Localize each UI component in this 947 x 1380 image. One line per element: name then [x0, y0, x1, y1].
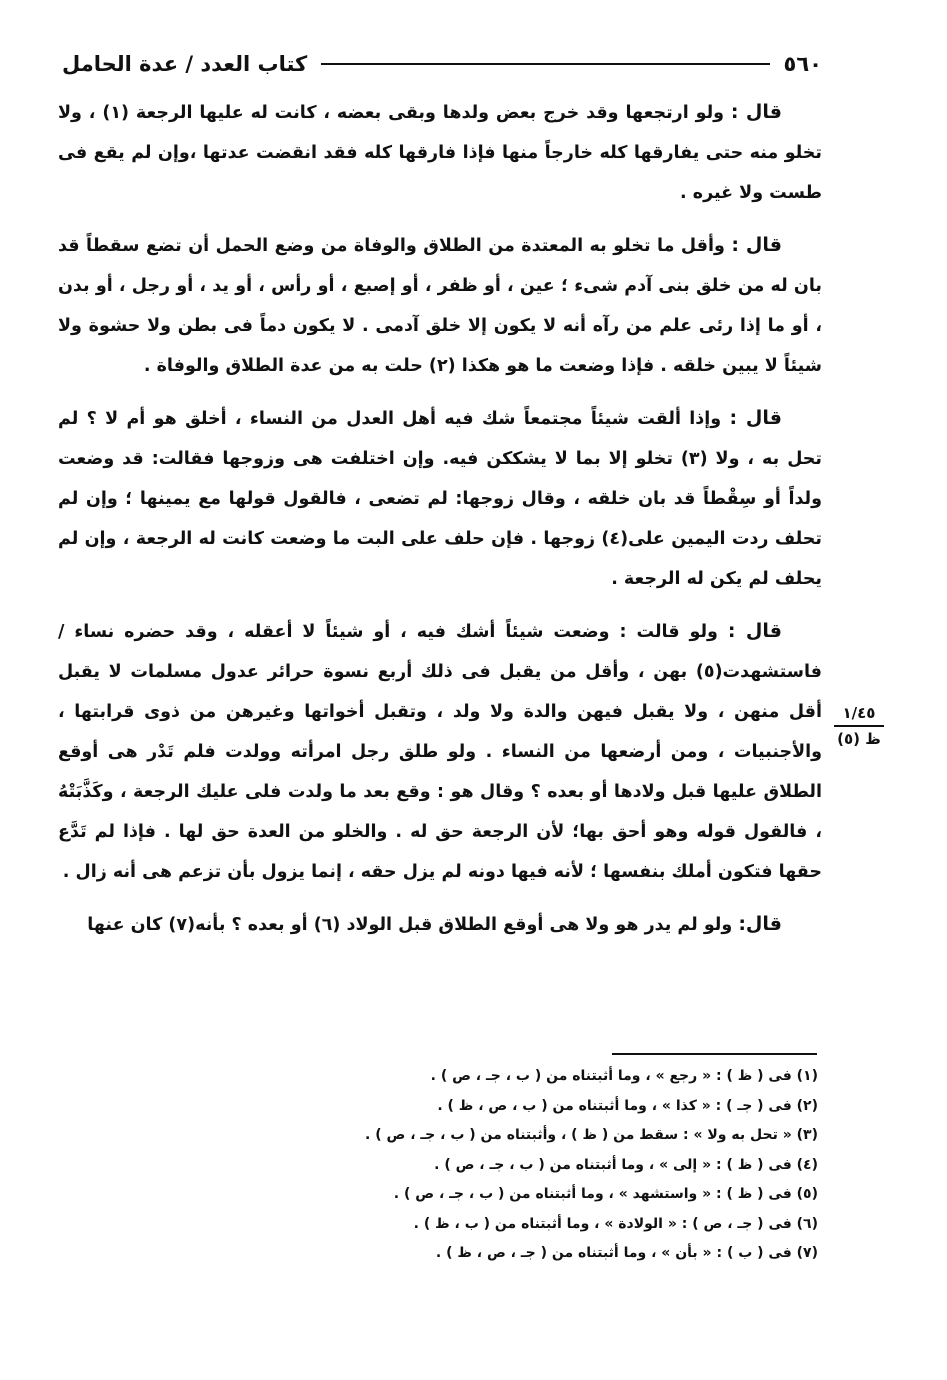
paragraph-4 — [58, 611, 822, 892]
footnote-3: (٣) « تحل به ولا » : سقط من ( ظ ) ، وأثبتناه من ( ب ، جـ ، ص ) . — [365, 1127, 818, 1143]
paragraph-text: ولو ارتجعها وقد خرج بعض ولدها وبقى بعضه ، كانت له عليها الرجعة (١) ، ولا تخلو منه حتى يفارقها كله خارجاً منها فإذا فارقها كله فقد انقضت عدتها ،وإن لم يقع فى طست ولا غيره . — [58, 103, 822, 203]
footnote-7: (٧) فى ( ب ) : « بأن » ، وما أثبتناه من ( جـ ، ص ، ظ ) . — [435, 1245, 818, 1261]
paragraph-lead: قال : — [730, 101, 782, 123]
paragraph-2 — [58, 225, 822, 386]
paragraph-3 — [58, 398, 822, 599]
paragraph-lead: قال : — [729, 407, 782, 429]
page-header — [62, 44, 822, 84]
margin-note — [828, 703, 890, 749]
paragraph-text: وإذا ألقت شيئاً مجتمعاً شك فيه أهل العدل من النساء ، أخلق هو أم لا ؟ لم تحل به ، ولا (٣) تخلو إلا بما لا يشككن فيه. وإن اختلفت هى وزوجها فقالت: قد وضعت ولداً أو سِقْطاً قد بان خلقه ، وقال زوجها: لم تضعى ، فالقول قولها مع يمينها ؛ وإن لم تحلف ردت اليمين على(٤) زوجها . فإن حلف على البت ما وضعت كانت له الرجعة ، وإن لم يحلف لم يكن له الرجعة . — [58, 409, 822, 589]
page-number: ٥٦٠ — [783, 52, 822, 76]
paragraph-5 — [58, 904, 822, 945]
footnote-5: (٥) فى ( ظ ) : « واستشهد » ، وما أثبتناه من ( ب ، جـ ، ص ) . — [393, 1186, 818, 1202]
header-rule — [321, 63, 769, 65]
footnotes — [200, 1062, 818, 1269]
paragraph-lead: قال : — [727, 620, 782, 642]
footnote-rule — [612, 1053, 817, 1055]
margin-rule — [834, 725, 884, 727]
paragraph-1 — [58, 92, 822, 213]
paragraph-lead: قال: — [738, 913, 782, 935]
footnote-1: (١) فى ( ظ ) : « رجع » ، وما أثبتناه من ( ب ، جـ ، ص ) . — [430, 1068, 818, 1084]
manuscript-marker: ظ (٥) — [837, 730, 881, 748]
margin-reference: ١/٤٥ — [842, 704, 876, 722]
paragraph-text: وأقل ما تخلو به المعتدة من الطلاق والوفاة من وضع الحمل أن تضع سقطاً قد بان له من خلق بنى آدم شىء ؛ عين ، أو ظفر ، أو إصبع ، أو رأس ، أو يد ، أو رجل ، أو بدن ، أو ما إذا رئى علم من رآه أنه لا يكون إلا خلق آدمى . لا يكون دماً فى بطن ولا حشوة ولا شيئاً لا يبين خلقه . فإذا وضعت ما هو هكذا (٢) حلت به من عدة الطلاق والوفاة . — [58, 236, 822, 376]
footnote-2: (٢) فى ( جـ ) : « كذا » ، وما أثبتناه من ( ب ، ص ، ظ ) . — [437, 1097, 818, 1114]
footnote-6: (٦) فى ( جـ ، ص ) : « الولادة » ، وما أثبتناه من ( ب ، ظ ) . — [413, 1215, 818, 1232]
running-title: كتاب العدد / عدة الحامل — [62, 52, 308, 76]
paragraph-text: ولو لم يدر هو ولا هى أوقع الطلاق قبل الولاد (٦) أو بعده ؟ بأنه(٧) كان عنها — [87, 915, 739, 935]
footnote-4: (٤) فى ( ظ ) : « إلى » ، وما أثبتناه من ( ب ، جـ ، ص ) . — [434, 1156, 818, 1173]
main-text — [58, 92, 822, 957]
paragraph-lead: قال : — [731, 234, 782, 256]
paragraph-text: ولو قالت : وضعت شيئاً أشك فيه ، أو شيئاً لا أعقله ، وقد حضره نساء / فاستشهدت(٥) بهن ، وأقل من يقبل فى ذلك أربع نسوة حرائر عدول مسلمات لا يقبل أقل منهن ، ولا يقبل فيهن والدة ولا ولد ، وتقبل أخواتها وغيرهن من ذوى قرابتها ، والأجنبيات ، ومن أرضعها من النساء . ولو طلق رجل امرأته وولدت فلم تَدْر هى أوقع الطلاق عليها قبل ولادها أو بعده ؟ وقال هو : وقع بعد ما ولدت فلى عليك الرجعة ، وكَذَّبَتْهُ ، فالقول قوله وهو أحق بها؛ لأن الرجعة حق له . والخلو من العدة حق لها . فإذا لم تَدَّع حقها فتكون أملك بنفسها ؛ لأنه فيها دونه لم يزل حقه ، إنما يزول بأن تزعم هى أنه زال . — [58, 622, 822, 882]
